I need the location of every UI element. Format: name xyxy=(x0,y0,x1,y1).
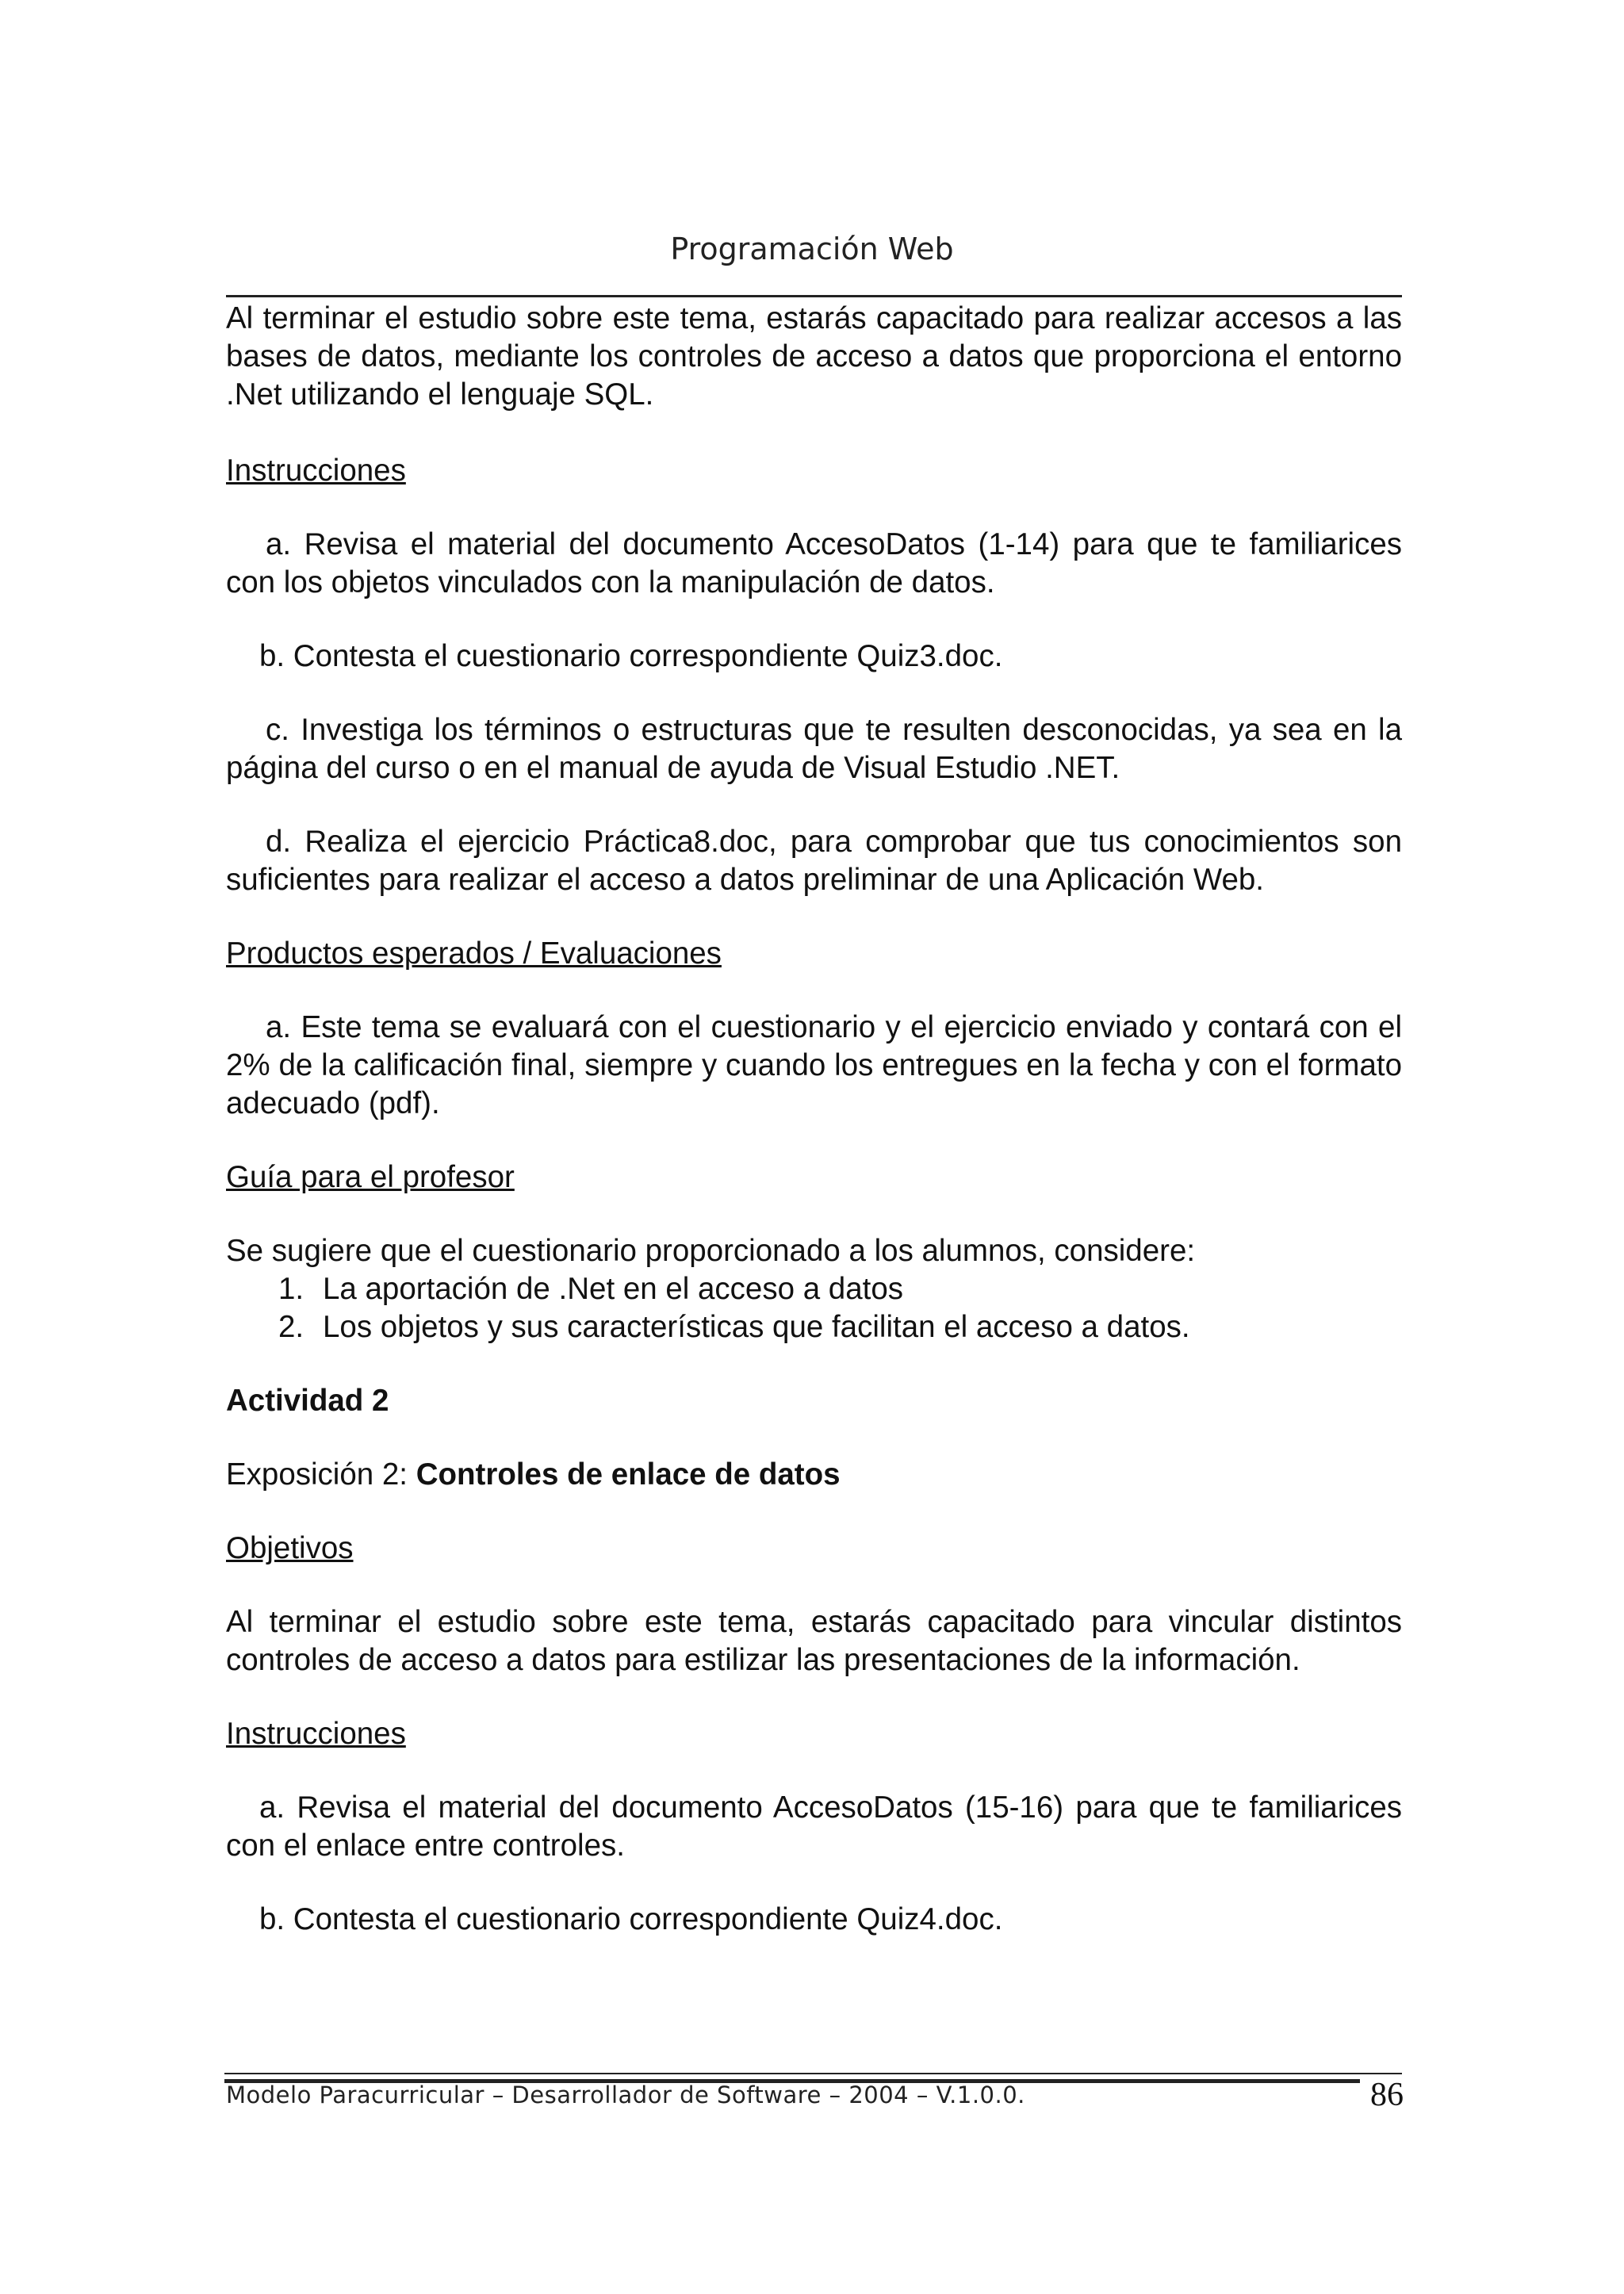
teacher-guide-list xyxy=(226,1270,1402,1346)
footer-text: Modelo Paracurricular – Desarrollador de Software – 2004 – V.1.0.0. xyxy=(226,2081,1025,2108)
instructions-heading-2: Instrucciones xyxy=(226,1717,406,1751)
activity-instruction-a: a. Revisa el material del documento AccesoDatos (15-16) para que te familiarices con el enlace entre controles. xyxy=(226,1790,1402,1863)
intro-paragraph: Al terminar el estudio sobre este tema, estarás capacitado para realizar accesos a las bases de datos, mediante los controles de acceso a datos que proporciona el entorno .Net utilizando el lenguaje SQL. xyxy=(226,301,1402,412)
evaluation-item-a: a. Este tema se evaluará con el cuestionario y el ejercicio enviado y contará con el 2% de la calificación final, siempre y cuando los entregues en la fecha y con el formato adecuado (pdf). xyxy=(226,1010,1402,1120)
header-rule xyxy=(226,295,1402,297)
instructions-heading-1: Instrucciones xyxy=(226,454,406,488)
instruction-item-d: d. Realiza el ejercicio Práctica8.doc, para comprobar que tus conocimientos son suficientes para realizar el acceso a datos preliminar de una Aplicación Web. xyxy=(226,825,1402,897)
activity-heading: Actividad 2 xyxy=(226,1384,389,1418)
objectives-heading: Objetivos xyxy=(226,1531,354,1565)
activity-instruction-b: b. Contesta el cuestionario correspondiente Quiz4.doc. xyxy=(259,1902,1003,1936)
page-body xyxy=(226,300,1402,1939)
exposition-line: Exposición 2: Controles de enlace de datos xyxy=(226,1457,841,1492)
instruction-item-a: a. Revisa el material del documento AccesoDatos (1-14) para que te familiarices con los objetos vinculados con la manipulación de datos. xyxy=(226,527,1402,599)
list-item: 2. Los objetos y sus características que facilitan el acceso a datos. xyxy=(278,1310,1190,1344)
running-header: Programación Web xyxy=(670,232,954,266)
list-item: 1. La aportación de .Net en el acceso a datos xyxy=(278,1272,903,1306)
evaluations-heading: Productos esperados / Evaluaciones xyxy=(226,936,722,971)
teacher-guide-heading: Guía para el profesor xyxy=(226,1160,515,1194)
instruction-item-b: b. Contesta el cuestionario correspondiente Quiz3.doc. xyxy=(259,639,1003,673)
footer-rule xyxy=(224,2073,1402,2074)
objectives-paragraph: Al terminar el estudio sobre este tema, estarás capacitado para vincular distintos controles de acceso a datos para estilizar las presentaciones de la información. xyxy=(226,1605,1402,1677)
instruction-item-c: c. Investiga los términos o estructuras que te resulten desconocidas, ya sea en la página del curso o en el manual de ayuda de Visual Estudio .NET. xyxy=(226,713,1402,785)
page-number: 86 xyxy=(1370,2077,1404,2113)
teacher-guide-text: Se sugiere que el cuestionario proporcionado a los alumnos, considere: xyxy=(226,1234,1196,1268)
